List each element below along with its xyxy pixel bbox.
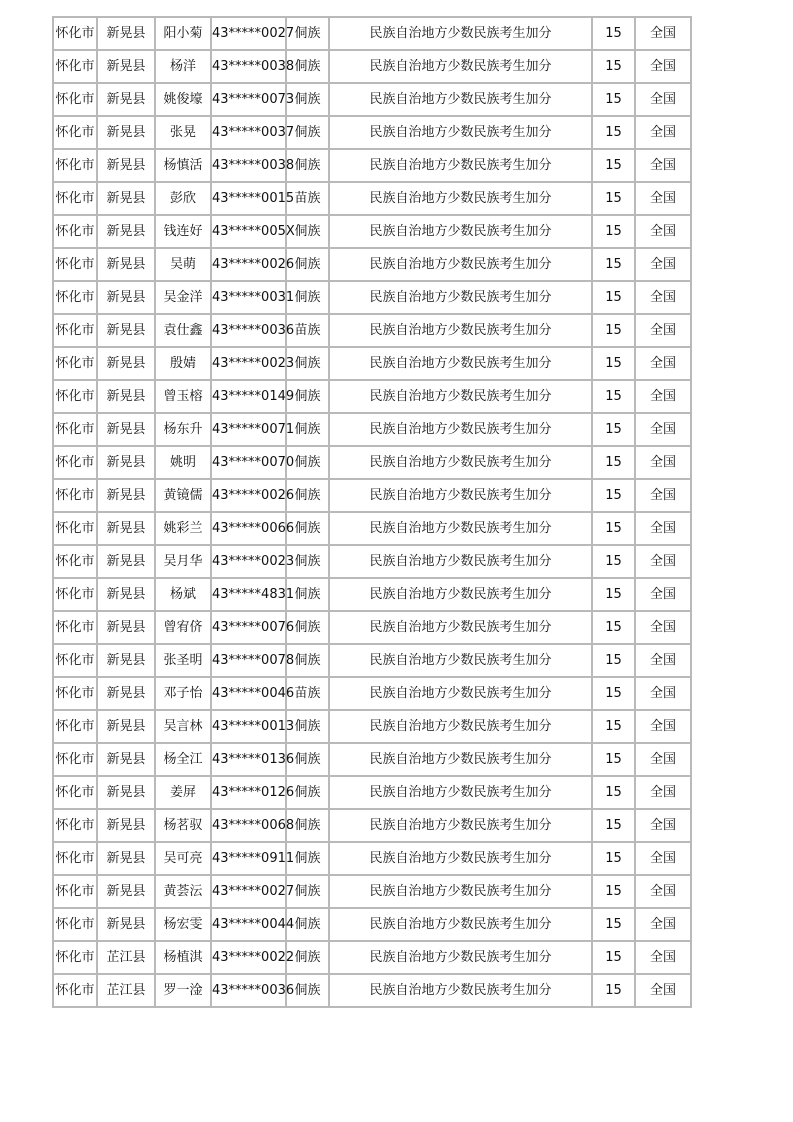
city-cell: 怀化市 bbox=[53, 941, 97, 974]
id-number-cell: 43*****0078 bbox=[211, 644, 286, 677]
county-cell: 新晃县 bbox=[97, 314, 155, 347]
bonus-item-cell: 民族自治地方少数民族考生加分 bbox=[329, 314, 592, 347]
points-cell: 15 bbox=[592, 941, 635, 974]
name-cell: 姚俊壕 bbox=[155, 83, 211, 116]
table-row bbox=[53, 479, 691, 512]
city-cell: 怀化市 bbox=[53, 479, 97, 512]
points-cell: 15 bbox=[592, 83, 635, 116]
table-row bbox=[53, 83, 691, 116]
name-cell: 姜屏 bbox=[155, 776, 211, 809]
points-cell: 15 bbox=[592, 776, 635, 809]
table-row bbox=[53, 380, 691, 413]
points-cell: 15 bbox=[592, 809, 635, 842]
scope-cell: 全国 bbox=[635, 611, 691, 644]
city-cell: 怀化市 bbox=[53, 710, 97, 743]
table-row bbox=[53, 512, 691, 545]
points-cell: 15 bbox=[592, 512, 635, 545]
city-cell: 怀化市 bbox=[53, 347, 97, 380]
ethnicity-cell: 侗族 bbox=[286, 446, 329, 479]
bonus-item-cell: 民族自治地方少数民族考生加分 bbox=[329, 347, 592, 380]
bonus-item-cell: 民族自治地方少数民族考生加分 bbox=[329, 281, 592, 314]
bonus-item-cell: 民族自治地方少数民族考生加分 bbox=[329, 809, 592, 842]
table-row bbox=[53, 182, 691, 215]
name-cell: 张晃 bbox=[155, 116, 211, 149]
county-cell: 芷江县 bbox=[97, 974, 155, 1007]
id-number-cell: 43*****0911 bbox=[211, 842, 286, 875]
ethnicity-cell: 侗族 bbox=[286, 50, 329, 83]
city-cell: 怀化市 bbox=[53, 149, 97, 182]
scope-cell: 全国 bbox=[635, 809, 691, 842]
points-cell: 15 bbox=[592, 743, 635, 776]
bonus-item-cell: 民族自治地方少数民族考生加分 bbox=[329, 875, 592, 908]
bonus-item-cell: 民族自治地方少数民族考生加分 bbox=[329, 215, 592, 248]
points-cell: 15 bbox=[592, 644, 635, 677]
bonus-item-cell: 民族自治地方少数民族考生加分 bbox=[329, 413, 592, 446]
county-cell: 新晃县 bbox=[97, 116, 155, 149]
county-cell: 新晃县 bbox=[97, 281, 155, 314]
name-cell: 曾玉榕 bbox=[155, 380, 211, 413]
table-body bbox=[53, 17, 691, 1007]
scope-cell: 全国 bbox=[635, 248, 691, 281]
table-row bbox=[53, 809, 691, 842]
scope-cell: 全国 bbox=[635, 479, 691, 512]
city-cell: 怀化市 bbox=[53, 743, 97, 776]
county-cell: 新晃县 bbox=[97, 677, 155, 710]
table-row bbox=[53, 644, 691, 677]
id-number-cell: 43*****0037 bbox=[211, 116, 286, 149]
points-cell: 15 bbox=[592, 380, 635, 413]
scope-cell: 全国 bbox=[635, 512, 691, 545]
ethnicity-cell: 侗族 bbox=[286, 215, 329, 248]
points-cell: 15 bbox=[592, 248, 635, 281]
points-cell: 15 bbox=[592, 545, 635, 578]
bonus-item-cell: 民族自治地方少数民族考生加分 bbox=[329, 611, 592, 644]
city-cell: 怀化市 bbox=[53, 512, 97, 545]
scope-cell: 全国 bbox=[635, 83, 691, 116]
table-row bbox=[53, 578, 691, 611]
name-cell: 罗一淦 bbox=[155, 974, 211, 1007]
city-cell: 怀化市 bbox=[53, 644, 97, 677]
bonus-item-cell: 民族自治地方少数民族考生加分 bbox=[329, 149, 592, 182]
table-row bbox=[53, 545, 691, 578]
id-number-cell: 43*****0149 bbox=[211, 380, 286, 413]
city-cell: 怀化市 bbox=[53, 776, 97, 809]
name-cell: 杨东升 bbox=[155, 413, 211, 446]
county-cell: 新晃县 bbox=[97, 248, 155, 281]
id-number-cell: 43*****0027 bbox=[211, 875, 286, 908]
county-cell: 新晃县 bbox=[97, 908, 155, 941]
scope-cell: 全国 bbox=[635, 842, 691, 875]
scope-cell: 全国 bbox=[635, 116, 691, 149]
name-cell: 姚明 bbox=[155, 446, 211, 479]
city-cell: 怀化市 bbox=[53, 578, 97, 611]
bonus-item-cell: 民族自治地方少数民族考生加分 bbox=[329, 380, 592, 413]
table-row bbox=[53, 974, 691, 1007]
county-cell: 新晃县 bbox=[97, 83, 155, 116]
name-cell: 杨茗驭 bbox=[155, 809, 211, 842]
scope-cell: 全国 bbox=[635, 908, 691, 941]
ethnicity-cell: 侗族 bbox=[286, 413, 329, 446]
county-cell: 新晃县 bbox=[97, 710, 155, 743]
ethnicity-cell: 侗族 bbox=[286, 545, 329, 578]
id-number-cell: 43*****0038 bbox=[211, 50, 286, 83]
county-cell: 新晃县 bbox=[97, 149, 155, 182]
id-number-cell: 43*****0026 bbox=[211, 248, 286, 281]
scope-cell: 全国 bbox=[635, 677, 691, 710]
bonus-item-cell: 民族自治地方少数民族考生加分 bbox=[329, 908, 592, 941]
points-cell: 15 bbox=[592, 446, 635, 479]
table-row bbox=[53, 248, 691, 281]
points-cell: 15 bbox=[592, 17, 635, 50]
name-cell: 张圣明 bbox=[155, 644, 211, 677]
county-cell: 新晃县 bbox=[97, 578, 155, 611]
bonus-item-cell: 民族自治地方少数民族考生加分 bbox=[329, 512, 592, 545]
table-row bbox=[53, 611, 691, 644]
id-number-cell: 43*****0031 bbox=[211, 281, 286, 314]
points-cell: 15 bbox=[592, 149, 635, 182]
id-number-cell: 43*****0044 bbox=[211, 908, 286, 941]
table-row bbox=[53, 116, 691, 149]
name-cell: 杨斌 bbox=[155, 578, 211, 611]
name-cell: 杨慎活 bbox=[155, 149, 211, 182]
county-cell: 新晃县 bbox=[97, 446, 155, 479]
name-cell: 杨植淇 bbox=[155, 941, 211, 974]
id-number-cell: 43*****0070 bbox=[211, 446, 286, 479]
table-row bbox=[53, 149, 691, 182]
name-cell: 吴言林 bbox=[155, 710, 211, 743]
table-row bbox=[53, 17, 691, 50]
name-cell: 杨宏雯 bbox=[155, 908, 211, 941]
ethnicity-cell: 侗族 bbox=[286, 149, 329, 182]
points-cell: 15 bbox=[592, 908, 635, 941]
scope-cell: 全国 bbox=[635, 710, 691, 743]
name-cell: 钱连好 bbox=[155, 215, 211, 248]
table-row bbox=[53, 842, 691, 875]
county-cell: 新晃县 bbox=[97, 347, 155, 380]
points-cell: 15 bbox=[592, 314, 635, 347]
id-number-cell: 43*****0073 bbox=[211, 83, 286, 116]
bonus-item-cell: 民族自治地方少数民族考生加分 bbox=[329, 710, 592, 743]
city-cell: 怀化市 bbox=[53, 380, 97, 413]
bonus-item-cell: 民族自治地方少数民族考生加分 bbox=[329, 776, 592, 809]
points-cell: 15 bbox=[592, 182, 635, 215]
points-cell: 15 bbox=[592, 116, 635, 149]
county-cell: 新晃县 bbox=[97, 644, 155, 677]
points-cell: 15 bbox=[592, 281, 635, 314]
county-cell: 新晃县 bbox=[97, 17, 155, 50]
table-row bbox=[53, 281, 691, 314]
id-number-cell: 43*****0036 bbox=[211, 314, 286, 347]
id-number-cell: 43*****0023 bbox=[211, 545, 286, 578]
county-cell: 新晃县 bbox=[97, 512, 155, 545]
name-cell: 吴可亮 bbox=[155, 842, 211, 875]
county-cell: 新晃县 bbox=[97, 215, 155, 248]
bonus-item-cell: 民族自治地方少数民族考生加分 bbox=[329, 677, 592, 710]
ethnicity-cell: 侗族 bbox=[286, 644, 329, 677]
id-number-cell: 43*****0076 bbox=[211, 611, 286, 644]
bonus-item-cell: 民族自治地方少数民族考生加分 bbox=[329, 248, 592, 281]
city-cell: 怀化市 bbox=[53, 215, 97, 248]
bonus-item-cell: 民族自治地方少数民族考生加分 bbox=[329, 17, 592, 50]
ethnicity-cell: 侗族 bbox=[286, 281, 329, 314]
name-cell: 曾宥侪 bbox=[155, 611, 211, 644]
ethnicity-cell: 苗族 bbox=[286, 314, 329, 347]
county-cell: 新晃县 bbox=[97, 380, 155, 413]
points-cell: 15 bbox=[592, 875, 635, 908]
id-number-cell: 43*****005X bbox=[211, 215, 286, 248]
table-row bbox=[53, 941, 691, 974]
name-cell: 杨洋 bbox=[155, 50, 211, 83]
id-number-cell: 43*****0013 bbox=[211, 710, 286, 743]
scope-cell: 全国 bbox=[635, 182, 691, 215]
ethnicity-cell: 侗族 bbox=[286, 743, 329, 776]
id-number-cell: 43*****0136 bbox=[211, 743, 286, 776]
ethnicity-cell: 侗族 bbox=[286, 974, 329, 1007]
bonus-item-cell: 民族自治地方少数民族考生加分 bbox=[329, 974, 592, 1007]
id-number-cell: 43*****0015 bbox=[211, 182, 286, 215]
bonus-item-cell: 民族自治地方少数民族考生加分 bbox=[329, 842, 592, 875]
scope-cell: 全国 bbox=[635, 974, 691, 1007]
table-row bbox=[53, 446, 691, 479]
name-cell: 杨全江 bbox=[155, 743, 211, 776]
name-cell: 吴萌 bbox=[155, 248, 211, 281]
county-cell: 新晃县 bbox=[97, 842, 155, 875]
id-number-cell: 43*****0126 bbox=[211, 776, 286, 809]
bonus-item-cell: 民族自治地方少数民族考生加分 bbox=[329, 446, 592, 479]
points-cell: 15 bbox=[592, 479, 635, 512]
scope-cell: 全国 bbox=[635, 17, 691, 50]
points-cell: 15 bbox=[592, 578, 635, 611]
ethnicity-cell: 侗族 bbox=[286, 83, 329, 116]
name-cell: 殷婧 bbox=[155, 347, 211, 380]
name-cell: 彭欣 bbox=[155, 182, 211, 215]
city-cell: 怀化市 bbox=[53, 17, 97, 50]
city-cell: 怀化市 bbox=[53, 809, 97, 842]
table-row bbox=[53, 50, 691, 83]
bonus-item-cell: 民族自治地方少数民族考生加分 bbox=[329, 545, 592, 578]
county-cell: 新晃县 bbox=[97, 809, 155, 842]
points-cell: 15 bbox=[592, 710, 635, 743]
ethnicity-cell: 侗族 bbox=[286, 611, 329, 644]
ethnicity-cell: 苗族 bbox=[286, 182, 329, 215]
id-number-cell: 43*****0023 bbox=[211, 347, 286, 380]
bonus-item-cell: 民族自治地方少数民族考生加分 bbox=[329, 83, 592, 116]
city-cell: 怀化市 bbox=[53, 545, 97, 578]
city-cell: 怀化市 bbox=[53, 908, 97, 941]
scope-cell: 全国 bbox=[635, 776, 691, 809]
table-row bbox=[53, 413, 691, 446]
county-cell: 新晃县 bbox=[97, 50, 155, 83]
table-row bbox=[53, 710, 691, 743]
id-number-cell: 43*****0027 bbox=[211, 17, 286, 50]
scope-cell: 全国 bbox=[635, 578, 691, 611]
table-row bbox=[53, 215, 691, 248]
scope-cell: 全国 bbox=[635, 644, 691, 677]
table-row bbox=[53, 347, 691, 380]
points-cell: 15 bbox=[592, 974, 635, 1007]
bonus-item-cell: 民族自治地方少数民族考生加分 bbox=[329, 479, 592, 512]
ethnicity-cell: 侗族 bbox=[286, 17, 329, 50]
points-cell: 15 bbox=[592, 347, 635, 380]
county-cell: 芷江县 bbox=[97, 941, 155, 974]
points-cell: 15 bbox=[592, 215, 635, 248]
scope-cell: 全国 bbox=[635, 314, 691, 347]
id-number-cell: 43*****4831 bbox=[211, 578, 286, 611]
scope-cell: 全国 bbox=[635, 875, 691, 908]
ethnicity-cell: 侗族 bbox=[286, 512, 329, 545]
bonus-item-cell: 民族自治地方少数民族考生加分 bbox=[329, 50, 592, 83]
county-cell: 新晃县 bbox=[97, 875, 155, 908]
city-cell: 怀化市 bbox=[53, 182, 97, 215]
id-number-cell: 43*****0026 bbox=[211, 479, 286, 512]
scope-cell: 全国 bbox=[635, 347, 691, 380]
bonus-item-cell: 民族自治地方少数民族考生加分 bbox=[329, 182, 592, 215]
table-row bbox=[53, 677, 691, 710]
table-row bbox=[53, 314, 691, 347]
bonus-item-cell: 民族自治地方少数民族考生加分 bbox=[329, 941, 592, 974]
city-cell: 怀化市 bbox=[53, 281, 97, 314]
ethnicity-cell: 侗族 bbox=[286, 875, 329, 908]
table-row bbox=[53, 908, 691, 941]
county-cell: 新晃县 bbox=[97, 413, 155, 446]
name-cell: 黄镜儒 bbox=[155, 479, 211, 512]
id-number-cell: 43*****0022 bbox=[211, 941, 286, 974]
city-cell: 怀化市 bbox=[53, 413, 97, 446]
points-cell: 15 bbox=[592, 842, 635, 875]
id-number-cell: 43*****0036 bbox=[211, 974, 286, 1007]
scope-cell: 全国 bbox=[635, 743, 691, 776]
points-cell: 15 bbox=[592, 677, 635, 710]
city-cell: 怀化市 bbox=[53, 248, 97, 281]
table-row bbox=[53, 875, 691, 908]
name-cell: 袁仕鑫 bbox=[155, 314, 211, 347]
id-number-cell: 43*****0068 bbox=[211, 809, 286, 842]
id-number-cell: 43*****0071 bbox=[211, 413, 286, 446]
city-cell: 怀化市 bbox=[53, 314, 97, 347]
scope-cell: 全国 bbox=[635, 149, 691, 182]
city-cell: 怀化市 bbox=[53, 974, 97, 1007]
bonus-item-cell: 民族自治地方少数民族考生加分 bbox=[329, 116, 592, 149]
scope-cell: 全国 bbox=[635, 281, 691, 314]
city-cell: 怀化市 bbox=[53, 842, 97, 875]
county-cell: 新晃县 bbox=[97, 776, 155, 809]
ethnicity-cell: 侗族 bbox=[286, 842, 329, 875]
scope-cell: 全国 bbox=[635, 413, 691, 446]
bonus-points-table bbox=[52, 16, 692, 1008]
ethnicity-cell: 侗族 bbox=[286, 347, 329, 380]
scope-cell: 全国 bbox=[635, 941, 691, 974]
ethnicity-cell: 侗族 bbox=[286, 908, 329, 941]
points-cell: 15 bbox=[592, 50, 635, 83]
county-cell: 新晃县 bbox=[97, 479, 155, 512]
county-cell: 新晃县 bbox=[97, 743, 155, 776]
table-row bbox=[53, 776, 691, 809]
name-cell: 姚彩兰 bbox=[155, 512, 211, 545]
id-number-cell: 43*****0046 bbox=[211, 677, 286, 710]
ethnicity-cell: 侗族 bbox=[286, 116, 329, 149]
name-cell: 阳小菊 bbox=[155, 17, 211, 50]
scope-cell: 全国 bbox=[635, 545, 691, 578]
city-cell: 怀化市 bbox=[53, 83, 97, 116]
points-cell: 15 bbox=[592, 413, 635, 446]
city-cell: 怀化市 bbox=[53, 677, 97, 710]
ethnicity-cell: 苗族 bbox=[286, 677, 329, 710]
scope-cell: 全国 bbox=[635, 50, 691, 83]
bonus-item-cell: 民族自治地方少数民族考生加分 bbox=[329, 578, 592, 611]
scope-cell: 全国 bbox=[635, 380, 691, 413]
bonus-item-cell: 民族自治地方少数民族考生加分 bbox=[329, 644, 592, 677]
id-number-cell: 43*****0038 bbox=[211, 149, 286, 182]
city-cell: 怀化市 bbox=[53, 611, 97, 644]
bonus-item-cell: 民族自治地方少数民族考生加分 bbox=[329, 743, 592, 776]
scope-cell: 全国 bbox=[635, 446, 691, 479]
ethnicity-cell: 侗族 bbox=[286, 710, 329, 743]
table-row bbox=[53, 743, 691, 776]
ethnicity-cell: 侗族 bbox=[286, 776, 329, 809]
name-cell: 邓子怡 bbox=[155, 677, 211, 710]
ethnicity-cell: 侗族 bbox=[286, 248, 329, 281]
points-cell: 15 bbox=[592, 611, 635, 644]
city-cell: 怀化市 bbox=[53, 116, 97, 149]
name-cell: 吴月华 bbox=[155, 545, 211, 578]
ethnicity-cell: 侗族 bbox=[286, 380, 329, 413]
name-cell: 黄荟沄 bbox=[155, 875, 211, 908]
id-number-cell: 43*****0066 bbox=[211, 512, 286, 545]
ethnicity-cell: 侗族 bbox=[286, 941, 329, 974]
county-cell: 新晃县 bbox=[97, 182, 155, 215]
ethnicity-cell: 侗族 bbox=[286, 809, 329, 842]
city-cell: 怀化市 bbox=[53, 875, 97, 908]
county-cell: 新晃县 bbox=[97, 545, 155, 578]
city-cell: 怀化市 bbox=[53, 446, 97, 479]
ethnicity-cell: 侗族 bbox=[286, 479, 329, 512]
name-cell: 吴金洋 bbox=[155, 281, 211, 314]
county-cell: 新晃县 bbox=[97, 611, 155, 644]
city-cell: 怀化市 bbox=[53, 50, 97, 83]
ethnicity-cell: 侗族 bbox=[286, 578, 329, 611]
scope-cell: 全国 bbox=[635, 215, 691, 248]
